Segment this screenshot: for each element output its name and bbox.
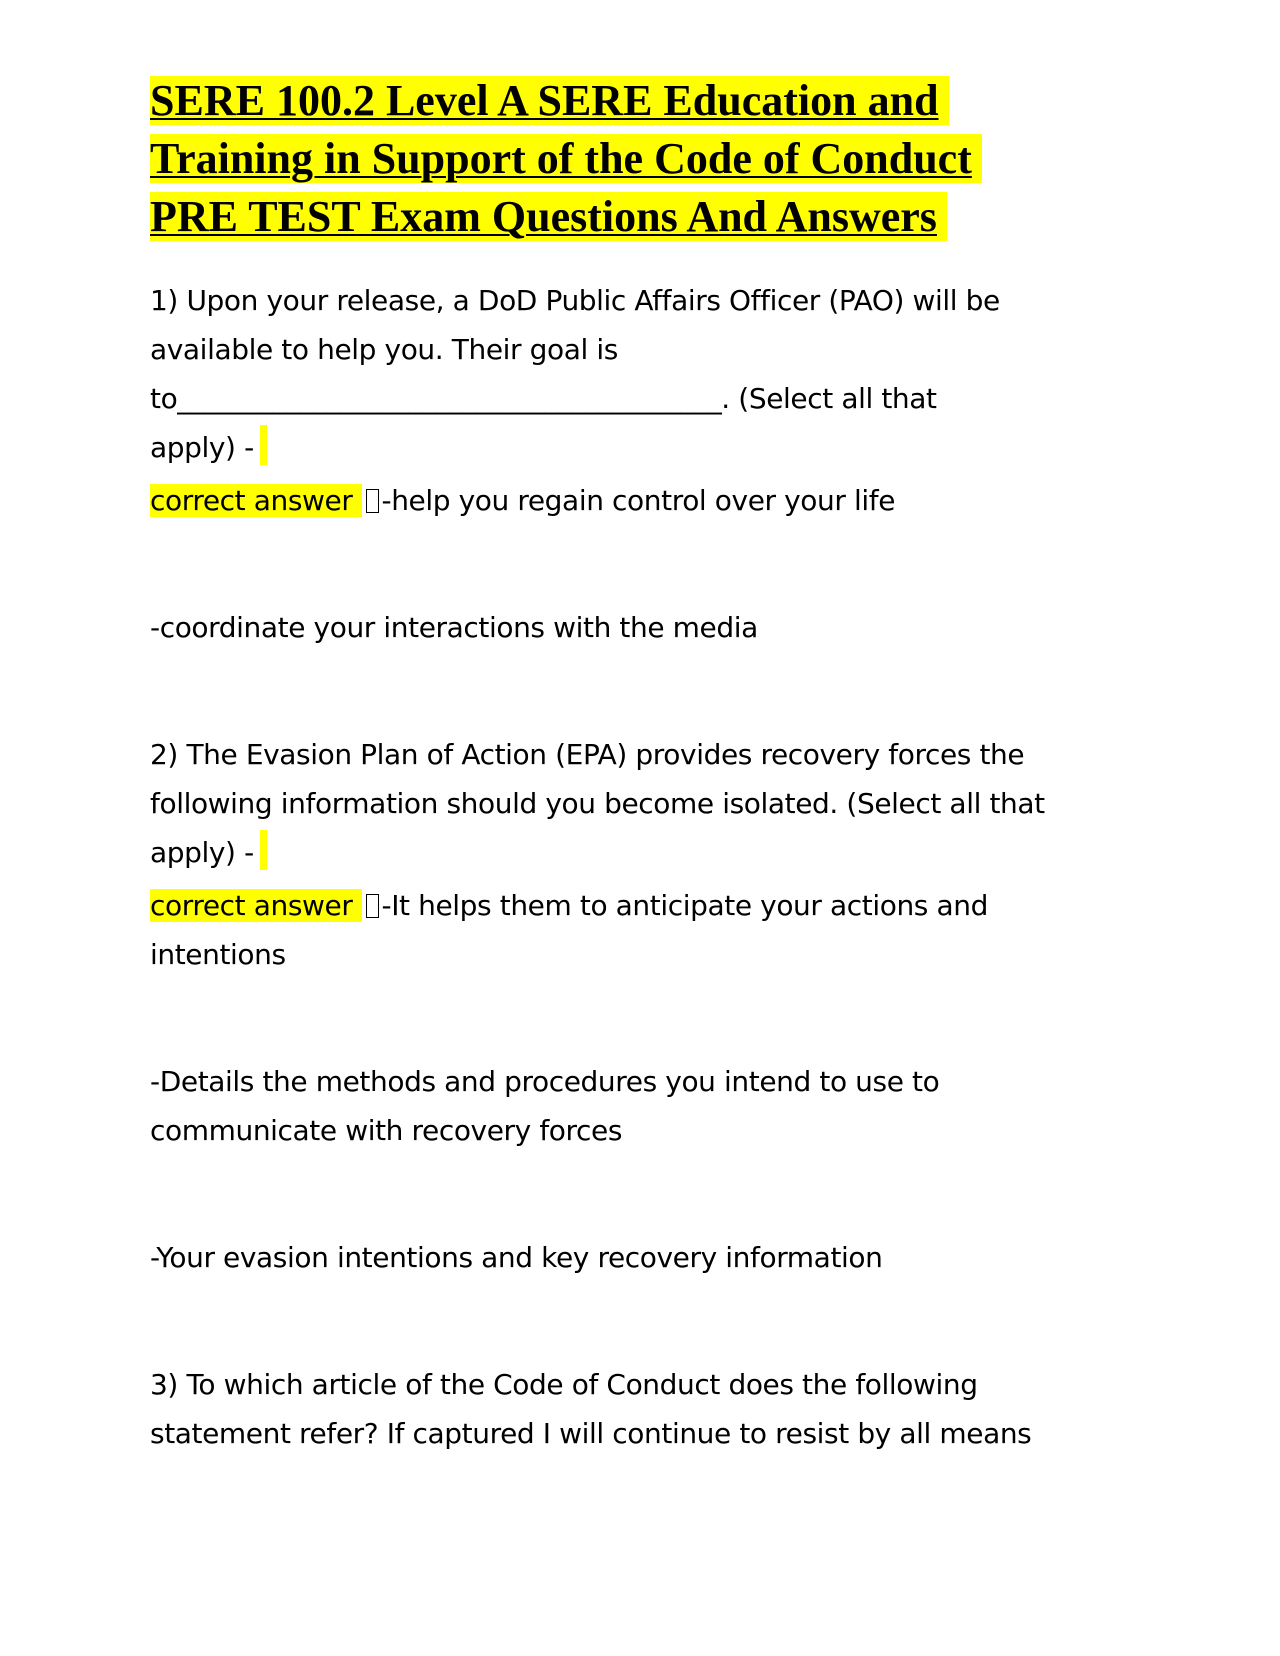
box-glyph-icon <box>366 894 379 918</box>
title-line-1: SERE 100.2 Level A SERE Education and <box>150 76 949 125</box>
answer-text: -It helps them to anticipate your actions and <box>381 889 988 922</box>
document-content <box>150 72 1110 1458</box>
document-title <box>150 72 1110 246</box>
question-2-line-3-text: apply) - <box>150 836 254 869</box>
question-3-line-1: 3) To which article of the Code of Conduct does the following <box>150 1368 978 1401</box>
answer-text: communicate with recovery forces <box>150 1114 623 1147</box>
highlight-mark <box>260 425 267 465</box>
question-2 <box>150 730 1110 1282</box>
title-line-2: Training in Support of the Code of Conduct <box>150 134 982 183</box>
question-1-line-3: to________________________________________. (Select all that <box>150 382 937 415</box>
question-2-line-1: 2) The Evasion Plan of Action (EPA) provides recovery forces the <box>150 738 1025 771</box>
highlight-mark <box>260 830 267 870</box>
correct-answer-label: correct answer <box>150 889 362 922</box>
question-3 <box>150 1360 1110 1458</box>
answer-text: -Details the methods and procedures you intend to use to <box>150 1065 940 1098</box>
question-3-line-2: statement refer? If captured I will continue to resist by all means <box>150 1417 1032 1450</box>
question-1-line-1: 1) Upon your release, a DoD Public Affairs Officer (PAO) will be <box>150 284 1000 317</box>
box-glyph-icon <box>366 489 379 513</box>
question-1-line-2: available to help you. Their goal is <box>150 333 618 366</box>
answer-text: -help you regain control over your life <box>381 484 896 517</box>
correct-answer-label: correct answer <box>150 484 362 517</box>
question-2-line-3 <box>150 828 1110 877</box>
question-1-correct-line <box>150 476 1110 525</box>
question-1 <box>150 276 1110 652</box>
answer-text: -coordinate your interactions with the media <box>150 611 758 644</box>
answer-text: -Your evasion intentions and key recovery information <box>150 1241 883 1274</box>
question-1-line-4 <box>150 423 1110 472</box>
answer-text: intentions <box>150 938 286 971</box>
title-line-3: PRE TEST Exam Questions And Answers <box>150 192 947 241</box>
question-1-line-4-text: apply) - <box>150 431 254 464</box>
question-2-line-2: following information should you become isolated. (Select all that <box>150 787 1045 820</box>
question-2-correct-line <box>150 881 1110 930</box>
